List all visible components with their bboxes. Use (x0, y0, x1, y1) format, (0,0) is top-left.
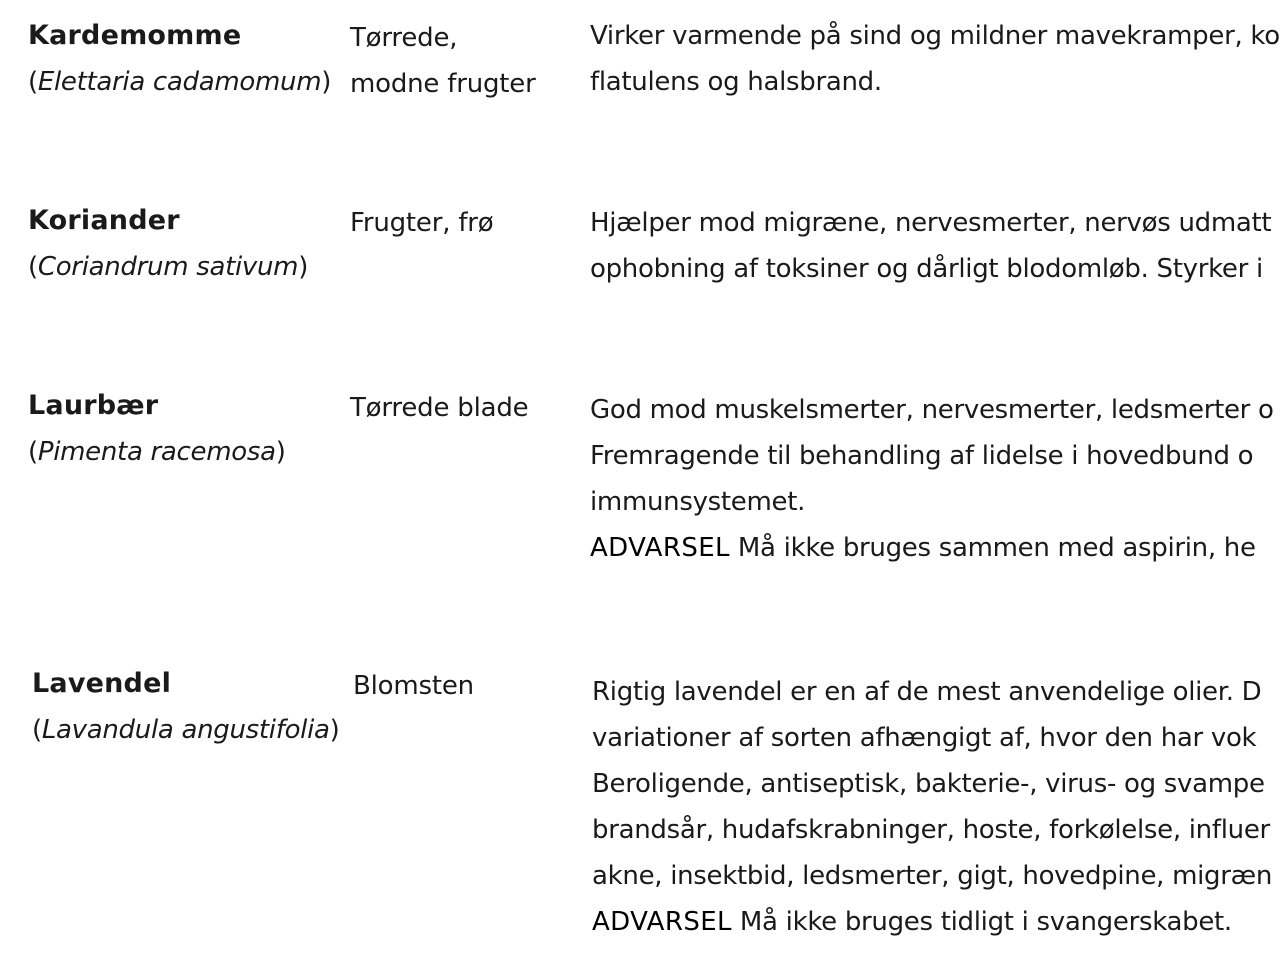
description-line: variationer af sorten afhængigt af, hvor den har vok (592, 723, 1257, 753)
plant-part-line: modne frugter (350, 69, 536, 99)
description-line: Hjælper mod migræne, nervesmerter, nervøs udmatt (590, 208, 1272, 238)
herb-name: Kardemomme (28, 20, 242, 51)
warning-line (590, 525, 1280, 571)
description-line: brandsår, hudafskrabninger, hoste, forkølelse, influer (592, 815, 1270, 845)
description-line: God mod muskelsmerter, nervesmerter, ledsmerter o (590, 395, 1274, 425)
herb-latin-name: (Elettaria cadamomum) (28, 67, 332, 97)
description-column (590, 13, 1280, 105)
description-line: Rigtig lavendel er en af de mest anvendelige olier. D (592, 677, 1262, 707)
warning-text: Må ikke bruges tidligt i svangerskabet. (731, 907, 1232, 937)
description-line: ophobning af toksiner og dårligt blodomløb. Styrker i (590, 254, 1263, 284)
herb-name: Lavendel (32, 668, 172, 699)
plant-part-column (350, 200, 580, 246)
description-line: Beroligende, antiseptisk, bakterie-, virus- og svampe (592, 769, 1265, 799)
description-line: akne, insektbid, ledsmerter, gigt, hovedpine, migræn (592, 861, 1273, 891)
herb-name-column (32, 661, 352, 753)
plant-part-line: Tørrede, (350, 23, 458, 53)
herb-name: Koriander (28, 205, 180, 236)
herb-name: Laurbær (28, 390, 159, 421)
description-line: Fremragende til behandling af lidelse i hovedbund o (590, 441, 1254, 471)
description-column (592, 669, 1280, 945)
herb-name-column (28, 13, 348, 105)
description-column (590, 200, 1280, 292)
plant-part-line: Tørrede blade (350, 393, 529, 423)
warning-text: Må ikke bruges sammen med aspirin, he (729, 533, 1256, 563)
herb-latin-name: (Pimenta racemosa) (28, 437, 286, 467)
warning-label: ADVARSEL (590, 533, 730, 563)
plant-part-line: Frugter, frø (350, 208, 494, 238)
herb-name-column (28, 383, 348, 475)
description-column (590, 387, 1280, 571)
description-line: immunsystemet. (590, 487, 806, 517)
plant-part-column (350, 385, 580, 431)
plant-part-column (350, 15, 580, 107)
herb-latin-name: (Lavandula angustifolia) (32, 715, 340, 745)
plant-part-line: Blomsten (353, 671, 474, 701)
warning-label: ADVARSEL (592, 907, 732, 937)
herb-name-column (28, 198, 348, 290)
herb-latin-name: (Coriandrum sativum) (28, 252, 309, 282)
description-line: flatulens og halsbrand. (590, 67, 882, 97)
warning-line (592, 899, 1280, 945)
plant-part-column (353, 663, 583, 709)
description-line: Virker varmende på sind og mildner mavekramper, ko (590, 21, 1280, 51)
